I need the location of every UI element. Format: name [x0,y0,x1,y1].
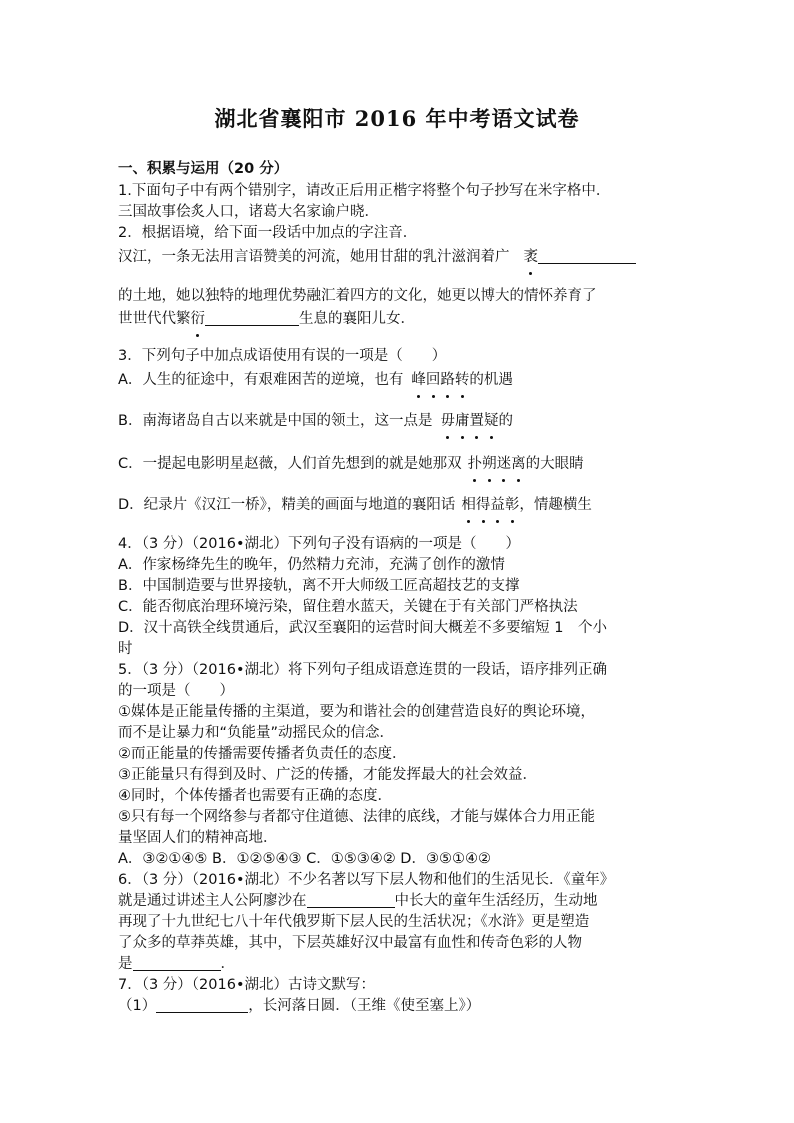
q4-option-d: D．汉十高铁全线贯通后，武汉至襄阳的运营时间大概差不多要缩短 1 个小 [118,620,607,636]
q5-sentence-5-cont: 量坚固人们的精神高地． [118,830,278,846]
q7-text: （1） [118,998,157,1014]
dotted-char: 朔 [482,453,497,475]
q5-sentence-4: ④同时，个体传播者也需要有正确的态度． [118,788,392,804]
q6-text: 就是通过讲述主人公阿廖沙在 [118,893,307,909]
q2-text: 汉江，一条无法用言语赞美的河流，她用甘甜的乳汁滋润着广 [118,249,510,265]
option-text: B．南海诸岛自古以来就是中国的领土，这一点是 [118,413,433,429]
dotted-char: 毋 [440,410,455,432]
q3-stem: 3．下列句子中加点成语使用有误的一项是（ ） [118,348,447,364]
q3-option-a [118,369,678,391]
q2-stem: 2．根据语境，给下面一段话中加点的字注音． [118,225,418,241]
q1-sentence: 三国故事侩炙人口，诸葛大名家谕户晓． [118,204,379,220]
q4-option-d-cont: 时 [118,641,133,657]
answer-blank[interactable] [205,310,299,326]
q7-stem: 7．（3 分）（2016•湖北）古诗文默写： [118,977,376,993]
dotted-char: 扑 [468,453,483,475]
q5-options: A．③②①④⑤ B．①②⑤④③ C．①⑤③④② D．③⑤①④② [118,851,491,867]
q2-line [118,246,678,268]
q5-sentence-2: ②而正能量的传播需要传播者负责任的态度． [118,746,407,762]
dotted-char: 峰 [411,369,426,391]
answer-blank[interactable] [156,997,248,1013]
dotted-char: 迷 [497,453,512,475]
option-text: C．一提起电影明星赵薇，人们首先想到的就是她那双 [118,456,462,472]
q6-stem: 6．（3 分）（2016•湖北）不少名著以写下层人物和他们的生活见长．《童年》 [118,872,615,888]
q6-line: 了众多的草莽英雄，其中，下层英雄好汉中最富有血性和传奇色彩的人物 [118,935,582,951]
dotted-char: 回 [426,369,441,391]
dotted-char: 转 [455,369,470,391]
q6-text: ． [220,956,235,972]
q2-line [118,308,678,330]
q6-text: 中长大的童年生活经历，生动地 [394,893,598,909]
q6-line [118,953,678,975]
q3-option-b [118,410,678,432]
answer-blank[interactable] [307,892,395,908]
dotted-char: 得 [476,494,491,516]
q5-stem: 5．（3 分）（2016•湖北）将下列句子组成语意连贯的一段话，语序排列正确 [118,662,608,678]
dotted-char: 袤 [524,246,539,268]
dotted-char: 庸 [455,410,470,432]
q5-sentence-1-cont: 而不是让暴力和“负能量”动摇民众的信念． [118,725,395,741]
dotted-char: 离 [511,453,526,475]
q2-line: 的土地，她以独特的地理优势融汇着四方的文化，她更以博大的情怀养育了 [118,288,597,304]
option-text: A．人生的征途中，有艰难困苦的逆境，也有 [118,372,404,388]
dotted-char: 彰 [505,494,520,516]
q3-option-c [118,453,678,475]
dotted-char: 相 [461,494,476,516]
q4-option-a: A．作家杨绛先生的晚年，仍然精力充沛，充满了创作的激情 [118,557,505,573]
answer-blank[interactable] [133,955,221,971]
q3-option-d [118,494,678,516]
dotted-char: 路 [440,369,455,391]
q2-text: 生息的襄阳儿女． [299,311,415,327]
q5-stem-cont: 的一项是（ ） [118,683,234,699]
option-text: D．纪录片《汉江一桥》，精美的画面与地道的襄阳话 [118,497,456,513]
q7-item-1 [118,995,678,1017]
section-heading: 一、积累与运用（20 分） [118,161,289,177]
q4-option-b: B．中国制造要与世界接轨，离不开大师级工匠高超技艺的支撑 [118,578,520,594]
q7-text: ，长河落日圆．（王维《使至塞上》） [248,998,481,1014]
option-text: 的大眼睛 [525,456,584,472]
page-title: 湖北省襄阳市 2016 年中考语文试卷 [214,106,580,131]
answer-blank[interactable] [538,248,636,264]
q5-sentence-5: ⑤只有每一个网络参与者都守住道德、法律的底线，才能与媒体合力用正能 [118,809,595,825]
q4-stem: 4．（3 分）（2016•湖北）下列句子没有语病的一项是（ ） [118,536,521,552]
dotted-char: 益 [490,494,505,516]
q6-line [118,890,678,912]
option-text: 的机遇 [469,372,513,388]
q2-text: 世世代代繁 [118,311,191,327]
q4-option-c: C．能否彻底治理环境污染，留住碧水蓝天，关键在于有关部门严格执法 [118,599,578,615]
q1-stem: 1.下面句子中有两个错别字，请改正后用正楷字将整个句子抄写在米字格中． [118,183,611,199]
q6-text: 是 [118,956,133,972]
q5-sentence-1: ①媒体是正能量传播的主渠道，要为和谐社会的创建营造良好的舆论环境， [118,704,595,720]
dotted-char: 置 [469,410,484,432]
q5-sentence-3: ③正能量只有得到及时、广泛的传播，才能发挥最大的社会效益． [118,767,537,783]
dotted-char: 衍 [191,308,206,330]
q6-line: 再现了十九世纪七八十年代俄罗斯下层人民的生活状况；《水浒》更是塑造 [118,914,590,930]
option-text: 的 [498,413,513,429]
dotted-char: 疑 [484,410,499,432]
option-text: ，情趣横生 [519,497,592,513]
